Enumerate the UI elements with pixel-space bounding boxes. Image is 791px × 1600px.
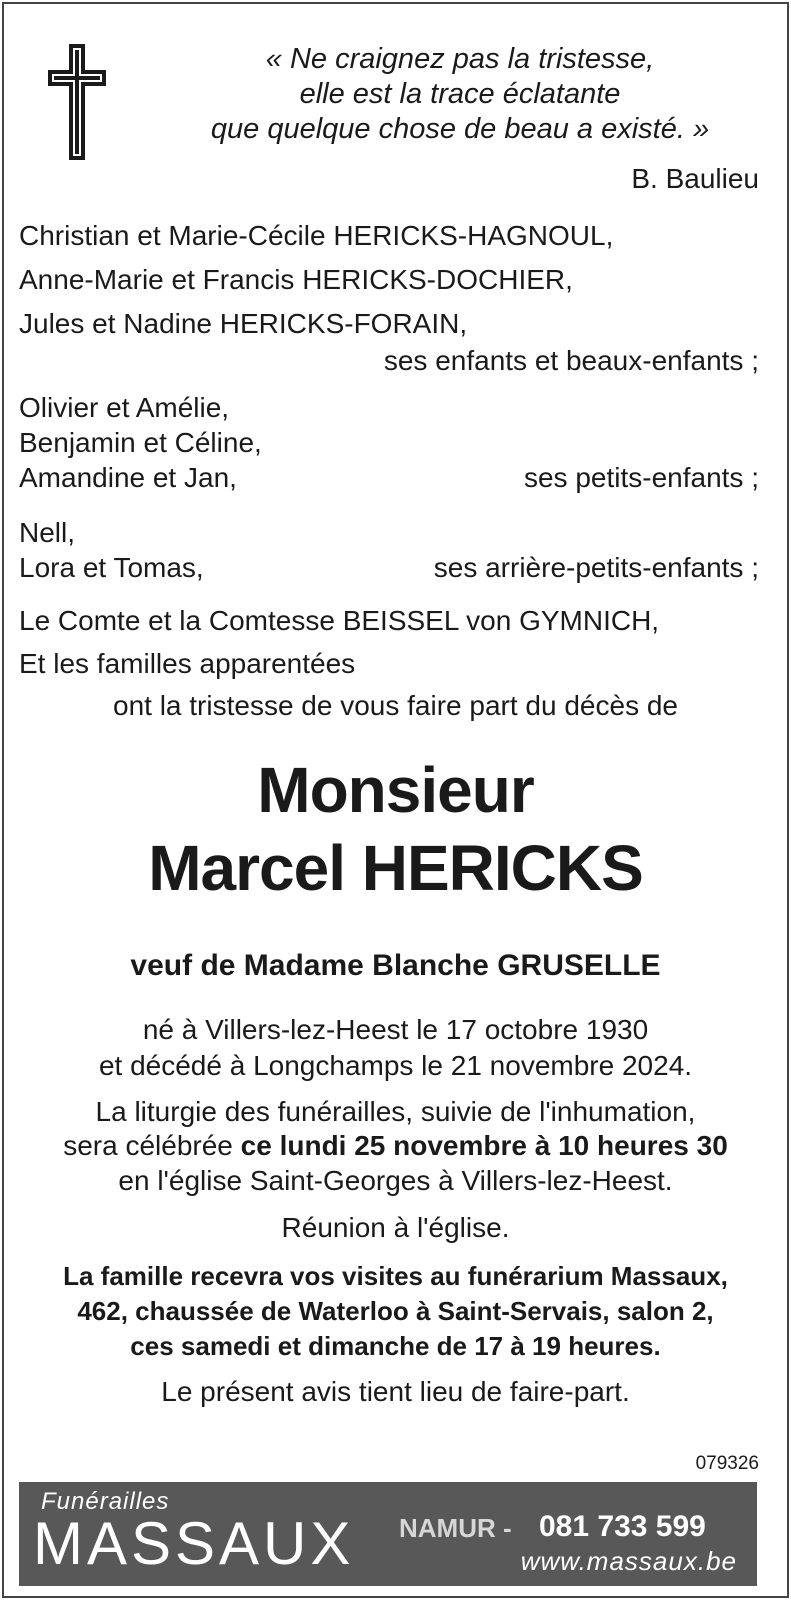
closing-note: Le présent avis tient lieu de faire-part. [161, 1376, 630, 1407]
quote-line: que quelque chose de beau a existé. » [210, 113, 710, 145]
epitaph-quote [180, 42, 740, 147]
family-line: Le Comte et la Comtesse BEISSEL von GYMNICH, [19, 605, 660, 636]
birth-info: né à Villers-lez-Heest le 17 octobre 1930 [142, 1014, 649, 1045]
visits-line: 462, chaussée de Waterloo à Saint-Servais, salon 2, [77, 1296, 714, 1326]
family-line: Christian et Marie-Cécile HERICKS-HAGNOUL, [19, 220, 614, 251]
family-role: ses arrière-petits-enfants ; [433, 552, 759, 583]
deceased-name: Marcel HERICKS [148, 832, 643, 904]
meeting-info: Réunion à l'église. [281, 1212, 510, 1243]
family-line: Amandine et Jan, [19, 462, 237, 493]
family-line: Nell, [19, 517, 76, 548]
family-line: Jules et Nadine HERICKS-FORAIN, [19, 308, 468, 339]
ceremony-place: en l'église Saint-Georges à Villers-lez-Heest. [118, 1165, 673, 1196]
family-line: Et les familles apparentées [19, 648, 356, 679]
funeral-home-banner [19, 1482, 757, 1586]
funeral-home-subtitle: Funérailles [41, 1488, 170, 1515]
death-info: et décédé à Longchamps le 21 novembre 2024. [98, 1050, 693, 1081]
family-role: ses petits-enfants ; [523, 462, 759, 493]
ceremony-prefix: sera célébrée [63, 1130, 241, 1161]
quote-line: « Ne craignez pas la tristesse, [265, 43, 655, 75]
family-line: Olivier et Amélie, [19, 392, 230, 423]
widow-of: veuf de Madame Blanche GRUSELLE [130, 949, 661, 982]
ceremony-line: La liturgie des funérailles, suivie de l'inhumation, [95, 1096, 696, 1127]
announcement: ont la tristesse de vous faire part du décès de [113, 690, 678, 721]
funeral-home-city [399, 1512, 512, 1544]
deceased-title: Monsieur [257, 754, 534, 826]
reference-number: 079326 [695, 1453, 759, 1474]
visits-line: ces samedi et dimanche de 17 à 19 heures. [130, 1331, 661, 1361]
funeral-home-phone: 081 733 599 [539, 1510, 706, 1543]
funeral-home-website: www.massaux.be [520, 1546, 737, 1576]
family-line: Anne-Marie et Francis HERICKS-DOCHIER, [19, 264, 573, 295]
quote-author: B. Baulieu [631, 163, 759, 194]
family-role: ses enfants et beaux-enfants ; [383, 345, 759, 376]
funeral-home-brand: MASSAUX [33, 1510, 355, 1577]
city-separator: - [495, 1513, 512, 1543]
ceremony-date: ce lundi 25 novembre à 10 heures 30 [240, 1130, 728, 1161]
visits-line: La famille recevra vos visites au funérarium Massaux, [63, 1261, 728, 1291]
city-name: NAMUR [399, 1513, 496, 1543]
ceremony-date-line [0, 1128, 791, 1164]
latin-cross-icon [46, 42, 108, 162]
family-line: Lora et Tomas, [19, 552, 204, 583]
family-line: Benjamin et Céline, [19, 427, 262, 458]
quote-line: elle est la trace éclatante [299, 78, 621, 110]
